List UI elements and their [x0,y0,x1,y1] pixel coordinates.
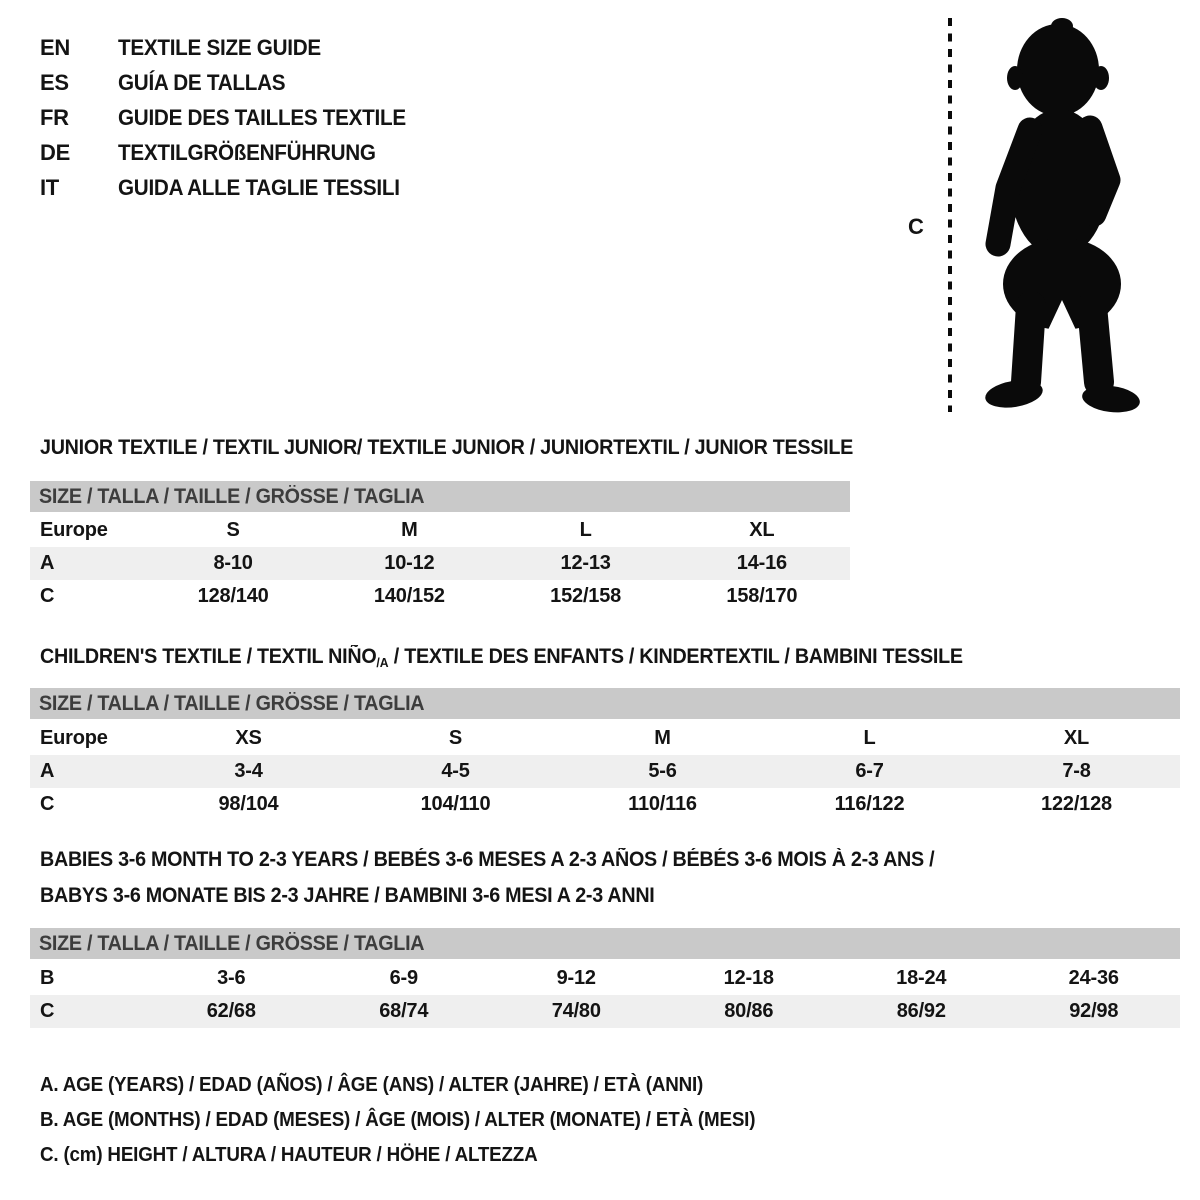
size-cell: L [579,519,592,541]
row-label: C [40,793,55,815]
lang-row-it [40,170,424,205]
row-label: A [30,547,145,580]
month-cell: 3-6 [217,967,246,989]
lang-code: DE [40,140,70,165]
age-cell: 14-16 [674,547,850,580]
table-row [30,755,1180,788]
height-cell: 92/98 [1008,995,1181,1028]
height-cell: 104/110 [420,793,491,815]
height-cell: 80/86 [663,995,836,1028]
size-cell: M [654,727,671,749]
lang-title: TEXTILGRÖßENFÜHRUNG [118,140,376,165]
height-cell: 86/92 [835,995,1008,1028]
legend-line-b: B. AGE (MONTHS) / EDAD (MESES) / ÂGE (MOIS) / ALTER (MONATE) / ETÀ (MESI) [40,1109,756,1131]
height-measure-label: C [908,214,924,239]
size-cell: M [401,519,418,541]
age-cell: 12-13 [498,547,674,580]
month-cell: 18-24 [896,967,947,989]
row-label: B [40,967,55,989]
lang-code: IT [40,175,59,200]
age-cell: 10-12 [321,547,497,580]
size-cell: S [226,519,240,541]
lang-row-es [40,65,424,100]
lang-title: GUÍA DE TALLAS [118,70,286,95]
age-cell: 4-5 [352,755,559,788]
junior-size-header-bar: SIZE / TALLA / TAILLE / GRÖSSE / TAGLIA [30,481,850,512]
lang-code: FR [40,105,69,130]
age-cell: 7-8 [973,755,1180,788]
height-cell: 152/158 [550,585,622,607]
row-label: C [40,585,55,607]
lang-title: GUIDA ALLE TAGLIE TESSILI [118,175,400,200]
table-row [30,962,1180,995]
lang-code: ES [40,70,69,95]
table-row [30,547,850,580]
table-row [30,514,850,547]
age-cell: 3-4 [145,755,352,788]
height-cell: 116/122 [834,793,905,815]
language-title-list [40,30,424,205]
month-cell: 12-18 [723,967,774,989]
row-label: C [30,995,145,1028]
height-cell: 98/104 [218,793,279,815]
size-cell: XL [1063,727,1090,749]
height-cell: 158/170 [726,585,798,607]
height-cell: 62/68 [145,995,318,1028]
size-cell: S [448,727,463,749]
lang-row-en [40,30,424,65]
table-row [30,788,1180,821]
height-cell: 68/74 [318,995,491,1028]
lang-row-fr [40,100,424,135]
table-row [30,722,1180,755]
toddler-silhouette-icon [878,8,1168,423]
row-label: Europe [40,727,108,749]
row-label: A [30,755,145,788]
legend-line-a: A. AGE (YEARS) / EDAD (AÑOS) / ÂGE (ANS) / ALTER (JAHRE) / ETÀ (ANNI) [40,1074,704,1096]
height-cell: 122/128 [1041,793,1112,815]
month-cell: 24-36 [1068,967,1119,989]
size-cell: XL [749,519,775,541]
table-row [30,580,850,613]
legend-line-c: C. (cm) HEIGHT / ALTURA / HAUTEUR / HÖHE / ALTEZZA [40,1144,538,1166]
lang-row-de [40,135,424,170]
babies-section-title-line1: BABIES 3-6 MONTH TO 2-3 YEARS / BEBÉS 3-6 MESES A 2-3 AÑOS / BÉBÉS 3-6 MOIS À 2-3 ANS / [40,848,935,871]
legend [40,1068,801,1173]
lang-title: GUIDE DES TAILLES TEXTILE [118,105,406,130]
height-cell: 128/140 [197,585,269,607]
height-cell: 110/116 [628,793,697,815]
toddler-shape [983,18,1141,415]
height-cell: 74/80 [490,995,663,1028]
age-cell: 8-10 [145,547,321,580]
junior-section-title: JUNIOR TEXTILE / TEXTIL JUNIOR/ TEXTILE JUNIOR / JUNIORTEXTIL / JUNIOR TESSILE [40,436,854,459]
junior-size-table [30,514,850,613]
row-label: Europe [40,519,108,541]
month-cell: 9-12 [556,967,596,989]
children-size-header-bar: SIZE / TALLA / TAILLE / GRÖSSE / TAGLIA [30,688,1180,719]
height-cell: 140/152 [373,585,445,607]
babies-size-header-bar: SIZE / TALLA / TAILLE / GRÖSSE / TAGLIA [30,928,1180,959]
age-cell: 5-6 [559,755,766,788]
children-section-title: CHILDREN'S TEXTILE / TEXTIL $NIÑO_{/A}$ / TEXTILE DES ENFANTS / KINDERTEXTIL / BAMBINI TESSILE [40,645,963,670]
babies-size-table [30,962,1180,1028]
lang-title: TEXTILE SIZE GUIDE [118,35,321,60]
lang-code: EN [40,35,70,60]
size-cell: XS [235,727,262,749]
size-cell: L [863,727,876,749]
babies-section-title-line2: BABYS 3-6 MONATE BIS 2-3 JAHRE / BAMBINI 3-6 MESI A 2-3 ANNI [40,884,655,907]
table-row [30,995,1180,1028]
month-cell: 6-9 [389,967,418,989]
children-size-table [30,722,1180,821]
age-cell: 6-7 [766,755,973,788]
